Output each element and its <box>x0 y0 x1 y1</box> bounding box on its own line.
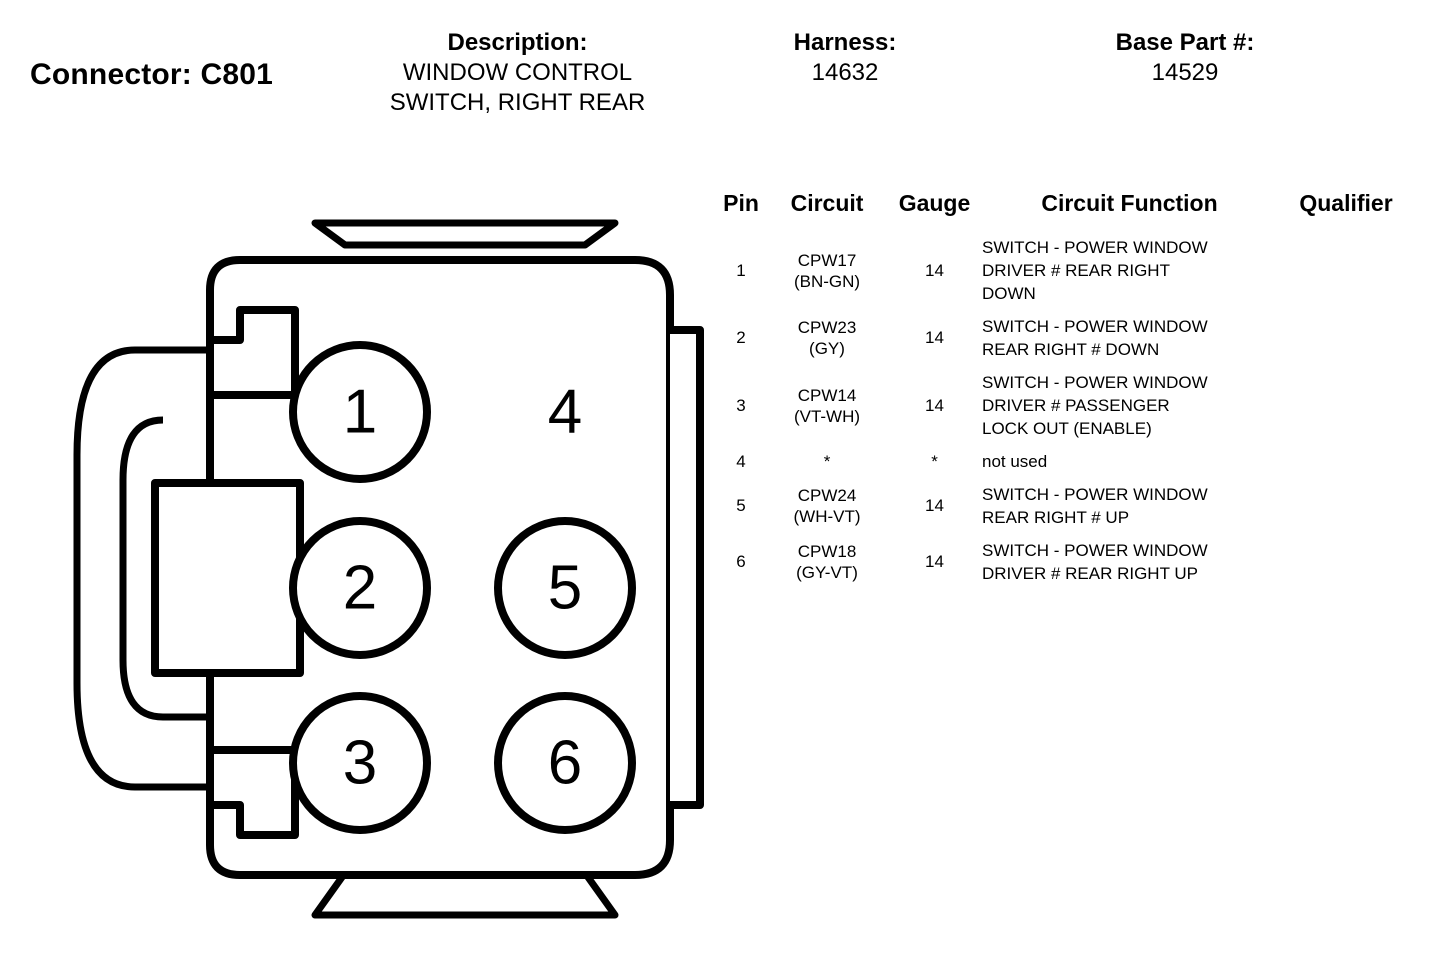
connector-bottom-tab <box>315 873 615 915</box>
cell-circuit <box>767 478 887 534</box>
connector-center-slot <box>155 483 300 673</box>
description-value-line1: WINDOW CONTROL <box>402 59 633 86</box>
function-line: REAR RIGHT # UP <box>982 508 1130 527</box>
cell-gauge: 14 <box>925 496 944 515</box>
cell-qualifier <box>1277 478 1415 534</box>
circuit-name: CPW14 <box>797 385 857 405</box>
function-line: SWITCH - POWER WINDOW <box>982 541 1208 560</box>
cell-circuit-function <box>982 231 1277 310</box>
circuit-name: * <box>823 452 831 471</box>
column-header-circuit-function: Circuit Function <box>1041 190 1218 216</box>
cell-qualifier <box>1277 445 1415 478</box>
cavity-label-1: 1 <box>342 377 378 447</box>
page-header <box>0 0 1440 150</box>
description-block <box>330 28 705 118</box>
cell-circuit-function <box>982 445 1277 478</box>
function-line: DRIVER # REAR RIGHT <box>982 261 1170 280</box>
cell-pin: 2 <box>736 328 746 347</box>
function-line: SWITCH - POWER WINDOW <box>982 373 1208 392</box>
cavity-label-4: 4 <box>547 377 583 447</box>
column-header-gauge: Gauge <box>898 190 971 216</box>
column-header-qualifier: Qualifier <box>1299 190 1393 216</box>
cell-pin: 4 <box>736 451 746 471</box>
circuit-name: CPW18 <box>797 542 857 561</box>
cell-circuit <box>767 534 887 590</box>
harness-value: 14632 <box>811 59 879 86</box>
function-line: LOCK OUT (ENABLE) <box>982 419 1152 438</box>
function-line: REAR RIGHT # DOWN <box>982 340 1160 359</box>
cell-qualifier <box>1277 310 1415 366</box>
cavity-label-2: 2 <box>342 553 378 623</box>
connector-title: Connector: C801 <box>30 58 274 91</box>
circuit-color: (BN-GN) <box>793 271 861 291</box>
circuit-color: (GY-VT) <box>796 563 858 582</box>
connector-top-tab <box>315 223 615 245</box>
cell-qualifier <box>1277 231 1415 310</box>
cell-circuit <box>767 445 887 478</box>
cell-gauge: 14 <box>925 328 944 347</box>
base-part-block <box>1035 28 1335 88</box>
cell-pin: 1 <box>736 260 746 280</box>
cell-circuit <box>767 231 887 310</box>
cell-circuit <box>767 310 887 366</box>
function-line: SWITCH - POWER WINDOW <box>982 238 1208 257</box>
description-value-line2: SWITCH, RIGHT REAR <box>389 89 646 116</box>
column-header-circuit: Circuit <box>790 190 864 216</box>
harness-label: Harness: <box>793 29 897 56</box>
cell-pin: 5 <box>736 496 746 515</box>
cell-gauge: * <box>931 451 938 471</box>
cell-pin: 3 <box>736 395 746 415</box>
table-row <box>715 534 1415 590</box>
description-label: Description: <box>447 29 588 56</box>
circuit-name: CPW23 <box>797 318 857 337</box>
circuit-color: (VT-WH) <box>793 406 861 426</box>
cavity-label-5: 5 <box>547 553 583 623</box>
function-line: DRIVER # REAR RIGHT UP <box>982 564 1199 583</box>
cell-gauge: 14 <box>925 260 944 280</box>
pin-table <box>715 190 1415 590</box>
circuit-color: (GY) <box>809 339 845 358</box>
function-line: DOWN <box>982 284 1036 303</box>
table-row <box>715 310 1415 366</box>
table-row <box>715 478 1415 534</box>
table-header-row <box>715 190 1415 231</box>
base-part-value: 14529 <box>1151 59 1219 86</box>
table-row <box>715 445 1415 478</box>
cell-circuit <box>767 366 887 445</box>
column-header-pin: Pin <box>723 190 759 216</box>
cell-gauge: 14 <box>925 552 944 571</box>
function-line: SWITCH - POWER WINDOW <box>982 485 1208 504</box>
circuit-name: CPW17 <box>797 250 857 270</box>
cell-gauge: 14 <box>925 395 944 415</box>
cell-qualifier <box>1277 534 1415 590</box>
cavity-label-6: 6 <box>547 728 583 798</box>
cell-qualifier <box>1277 366 1415 445</box>
connector-diagram <box>45 215 725 955</box>
cell-circuit-function <box>982 478 1277 534</box>
cell-pin: 6 <box>736 552 746 571</box>
cavity-label-3: 3 <box>342 728 378 798</box>
pin-table-container <box>715 190 1425 590</box>
circuit-color: (WH-VT) <box>793 507 861 526</box>
cell-circuit-function <box>982 366 1277 445</box>
harness-block <box>730 28 960 88</box>
cell-circuit-function <box>982 534 1277 590</box>
function-line: DRIVER # PASSENGER <box>982 396 1170 415</box>
base-part-label: Base Part #: <box>1115 29 1255 56</box>
connector-right-block <box>670 330 700 805</box>
table-row <box>715 366 1415 445</box>
function-line: not used <box>982 452 1048 471</box>
table-row <box>715 231 1415 310</box>
cell-circuit-function <box>982 310 1277 366</box>
circuit-name: CPW24 <box>797 486 857 505</box>
function-line: SWITCH - POWER WINDOW <box>982 317 1208 336</box>
